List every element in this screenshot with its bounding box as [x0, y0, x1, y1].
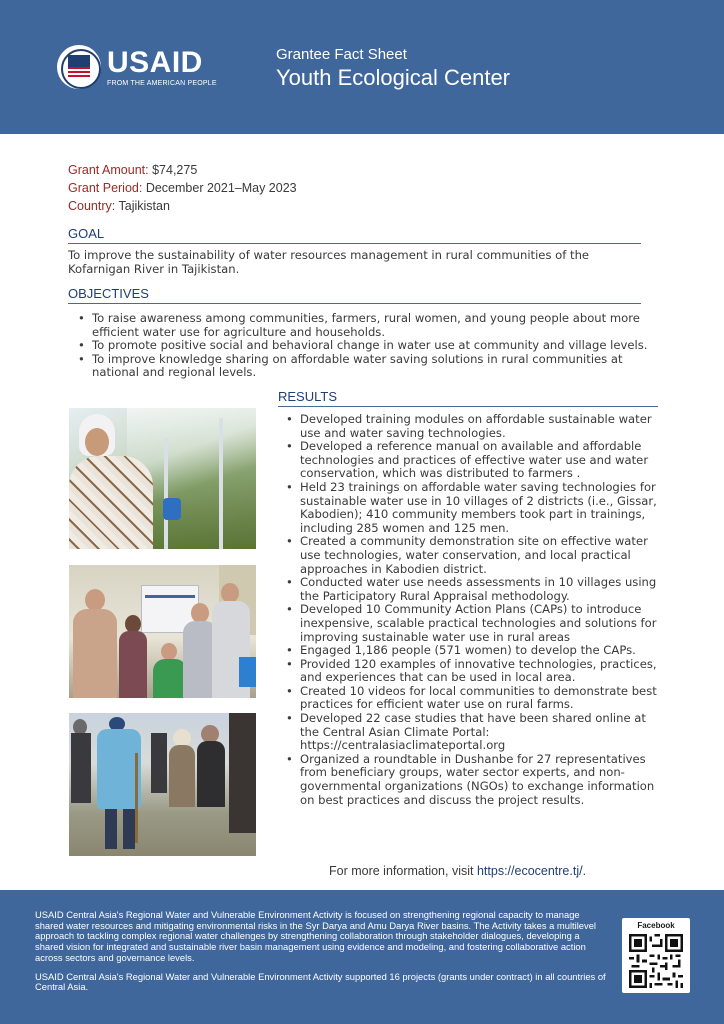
photo-woman-greenhouse	[69, 408, 256, 549]
qr-code-icon[interactable]	[629, 934, 683, 988]
result-item: • Held 23 trainings on affordable water saving technologies for sustainable water use in 10 villages of 2 districts (i.e., Gissar, Kabodien); 410 community members took part in trainings, including 285 women and 125 men.	[278, 481, 660, 535]
goal-heading: GOAL	[68, 226, 641, 244]
usaid-logo	[57, 45, 217, 89]
result-item: • Organized a roundtable in Dushanbe for 27 representatives from beneficiary groups, water sector experts, and non-governmental organizations (NGOs) to exchange information on best practices and discuss the project results.	[278, 753, 660, 807]
country-value: Tajikistan	[118, 199, 170, 213]
more-info-suffix: .	[582, 864, 587, 878]
result-item: • Developed a reference manual on available and affordable technologies and practices of effective water use and water conservation, which was distributed to farmers .	[278, 440, 660, 481]
grant-amount-label: Grant Amount:	[68, 163, 149, 177]
grant-amount-value: $74,275	[152, 163, 198, 177]
objective-item: • To raise awareness among communities, farmers, rural women, and young people about more efficient water use for agriculture and households.	[70, 312, 662, 339]
grant-period-row	[68, 179, 297, 197]
footer-paragraph-activity: USAID Central Asia's Regional Water and Vulnerable Environment Activity is focused on strengthening regional capacity to manage shared water resources and mitigating environmental risks in the Syr Darya and Amu Darya River basins. The Activity takes a multilevel approach to tackling complex regional water challenges by strengthening collaboration through stakeholder dialogues, developing a shared vision for integrated and sustainable river basin management using evidence and modeling, and fostering collaborative action across sectors and governance levels.	[35, 909, 597, 963]
grant-details	[68, 161, 297, 215]
usaid-seal-icon	[57, 45, 101, 89]
goal-text: To improve the sustainability of water resources management in rural communities of the Kofarnigan River in Tajikistan.	[68, 248, 590, 276]
result-item: • Created a community demonstration site on effective water use technologies, water conservation, and local practical approaches in Kabodien district.	[278, 535, 660, 576]
footer-text	[35, 910, 610, 993]
objective-item: • To promote positive social and behavioral change in water use at community and village levels.	[70, 339, 662, 353]
grant-period-label: Grant Period:	[68, 181, 143, 195]
objectives-list	[70, 312, 662, 380]
result-item: • Developed training modules on affordable sustainable water use and water saving technologies.	[278, 413, 660, 440]
website-link[interactable]: https://ecocentre.tj/	[476, 864, 583, 878]
document-title: Youth Ecological Center	[276, 65, 511, 90]
grant-amount-row	[68, 161, 297, 179]
result-item: • Developed 10 Community Action Plans (CAPs) to introduce inexpensive, scalable practical technologies and solutions for improving sustainable water use in rural areas	[278, 603, 660, 644]
objectives-heading: OBJECTIVES	[68, 286, 641, 304]
footer-paragraph-projects: USAID Central Asia's Regional Water and Vulnerable Environment Activity supported 16 projects (grants under contract) in all countries of Central Asia.	[35, 970, 606, 993]
result-item: • Conducted water use needs assessments in 10 villages using the Participatory Rural Appraisal methodology.	[278, 576, 660, 603]
qr-label: Facebook	[637, 921, 675, 930]
result-item: • Engaged 1,186 people (571 women) to develop the CAPs.	[278, 644, 660, 658]
more-info-prefix: For more information, visit	[329, 864, 474, 878]
document-subtitle: Grantee Fact Sheet	[276, 46, 407, 63]
header-banner	[0, 0, 724, 134]
country-label: Country:	[68, 199, 116, 213]
facebook-qr-block[interactable]	[622, 918, 690, 993]
results-list	[278, 413, 660, 807]
footer-banner	[0, 890, 724, 1024]
grant-period-value: December 2021–May 2023	[145, 181, 297, 195]
result-item: • Developed 22 case studies that have been shared online at the Central Asian Climate Portal: https://centralasiaclimateportal.org	[278, 712, 660, 753]
results-heading: RESULTS	[278, 389, 658, 407]
logo-tagline: FROM THE AMERICAN PEOPLE	[107, 79, 217, 87]
result-item: • Created 10 videos for local communities to demonstrate best practices for efficient water use on rural farms.	[278, 685, 660, 712]
more-info-line	[329, 864, 586, 878]
objective-item: • To improve knowledge sharing on affordable water saving solutions in rural communities at national and regional levels.	[70, 353, 662, 380]
logo-name: USAID	[107, 45, 203, 79]
photo-group-training	[69, 565, 256, 698]
photo-field-planting	[69, 713, 256, 856]
country-row	[68, 197, 297, 215]
result-item: • Provided 120 examples of innovative technologies, practices, and experiences that can be used in local area.	[278, 658, 660, 685]
